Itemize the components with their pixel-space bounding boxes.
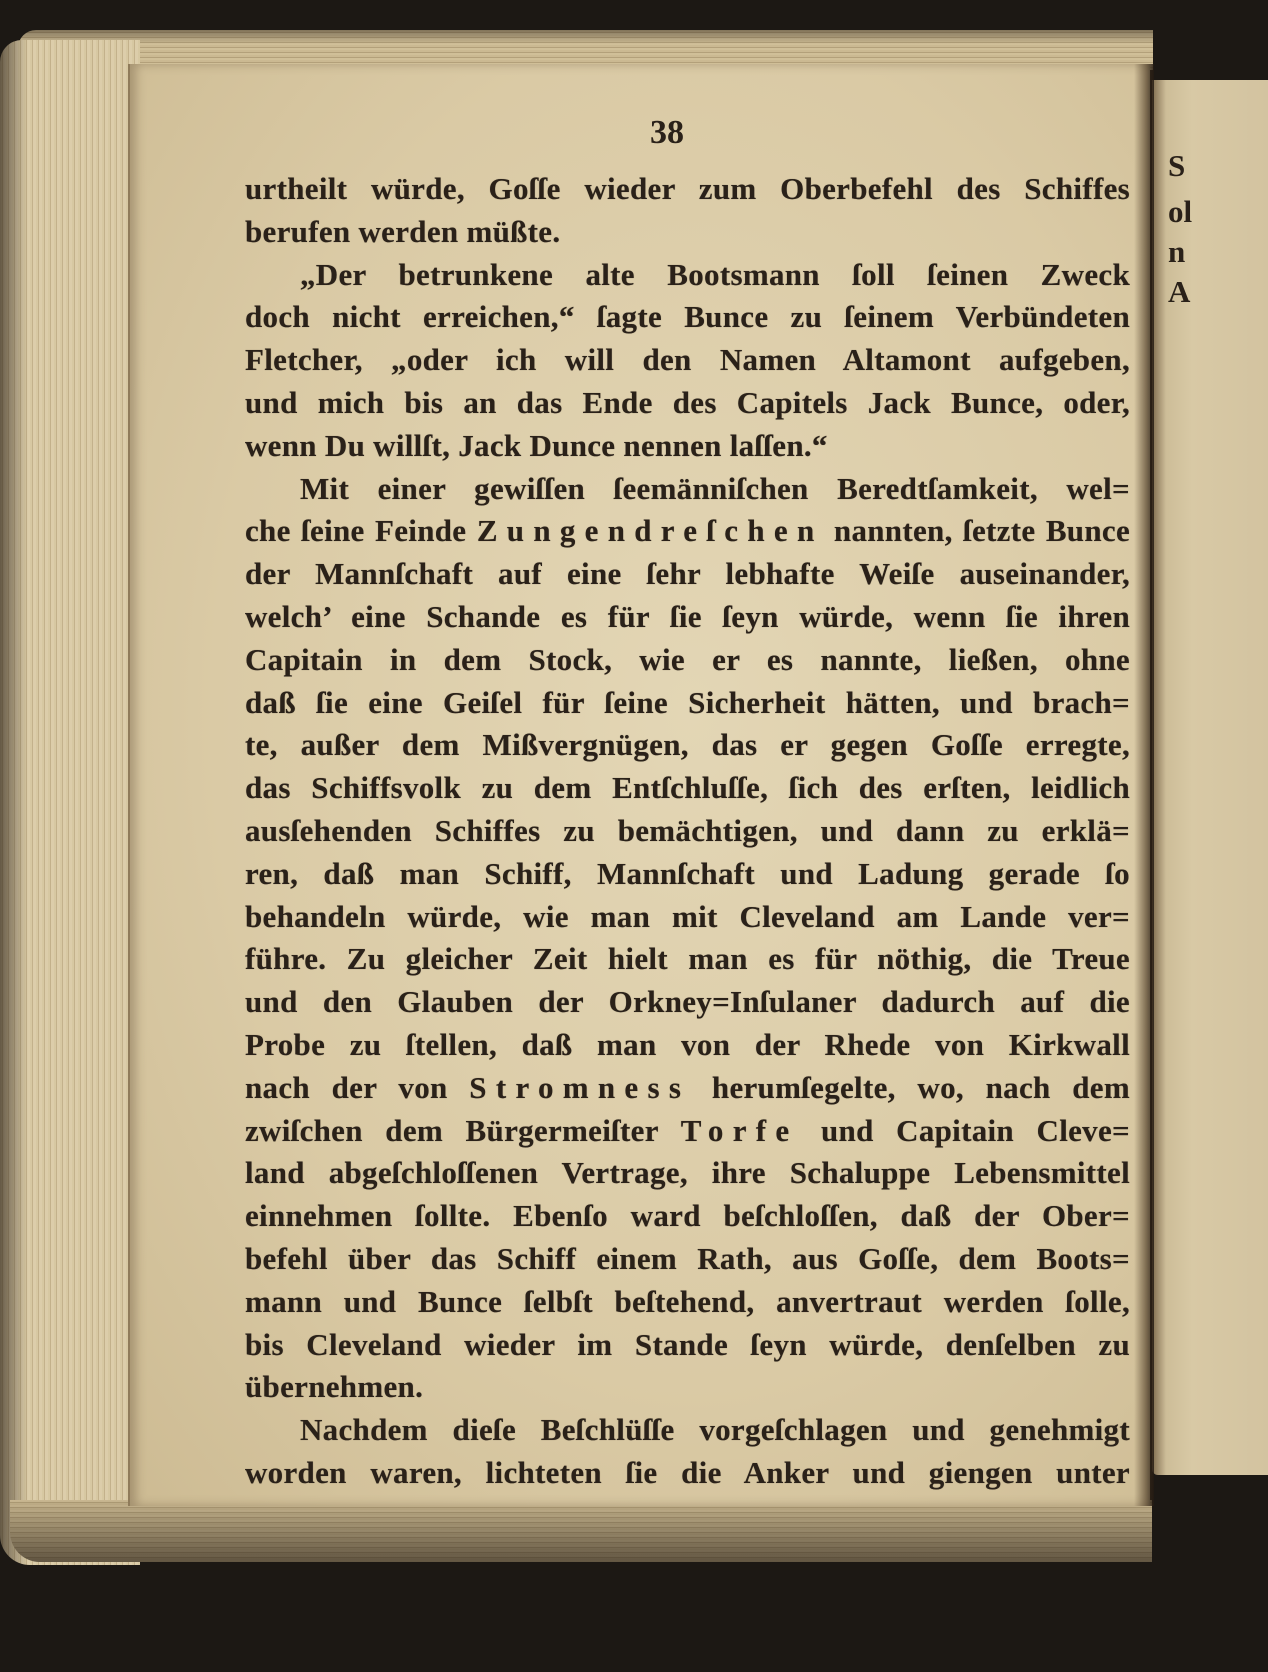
text-line: der Mannſchaft auf eine ſehr lebhafte Weiſe auseinander, xyxy=(245,556,1130,592)
text-line: berufen werden müßte. xyxy=(245,213,561,249)
paragraph xyxy=(245,468,1130,1410)
text-line: Mit einer gewiſſen ſeemänniſchen Beredtſamkeit, wel= xyxy=(300,470,1130,506)
text-line: worden waren, lichteten ſie die Anker und giengen unter xyxy=(245,1454,1130,1490)
text-segment: nach der von xyxy=(245,1069,470,1105)
text-line: te, außer dem Mißvergnügen, das er gegen Goſſe erregte, xyxy=(245,727,1130,763)
paragraph xyxy=(245,1409,1130,1495)
next-page-fragment: ol xyxy=(1168,194,1193,229)
text-line: befehl über das Schiff einem Rath, aus Goſſe, dem Boots= xyxy=(245,1240,1130,1276)
bottom-page-edges xyxy=(10,1500,1152,1562)
spaced-word: Torfe xyxy=(680,1112,799,1148)
text-line: einnehmen ſollte. Ebenſo ward beſchloſſen, daß der Ober= xyxy=(245,1198,1130,1234)
text-segment: nannten, ſetzte Bunce xyxy=(823,513,1130,549)
text-line: ausſehenden Schiffes zu bemächtigen, und dann zu erklä= xyxy=(245,812,1130,848)
next-page-fragment: A xyxy=(1168,274,1191,309)
text-segment: che ſeine Feinde xyxy=(245,513,477,549)
text-line: übernehmen. xyxy=(245,1369,424,1405)
text-line: Capitain in dem Stock, wie er es nannte, ließen, ohne xyxy=(245,641,1130,677)
text-line: ren, daß man Schiff, Mannſchaft und Ladung gerade ſo xyxy=(245,855,1130,891)
text-segment: herumſegelte, wo, nach dem xyxy=(690,1069,1130,1105)
text-line: und mich bis an das Ende des Capitels Jack Bunce, oder, xyxy=(245,384,1130,420)
text-line: Nachdem dieſe Beſchlüſſe vorgeſchlagen und genehmigt xyxy=(300,1412,1130,1448)
next-page-fragment: n xyxy=(1168,234,1186,269)
left-page-edges xyxy=(0,40,140,1565)
text-line xyxy=(245,1110,1130,1153)
text-segment: und Capitain Cleve= xyxy=(798,1112,1130,1148)
text-line: behandeln würde, wie man mit Cleveland am Lande ver= xyxy=(245,898,1130,934)
spaced-word: Stromness xyxy=(469,1069,691,1105)
text-line: führe. Zu gleicher Zeit hielt man es für nöthig, die Treue xyxy=(245,941,1130,977)
text-line: wenn Du willſt, Jack Dunce nennen laſſen.“ xyxy=(245,427,828,463)
text-line: bis Cleveland wieder im Stande ſeyn würde, denſelben zu xyxy=(245,1326,1130,1362)
text-line: daß ſie eine Geiſel für ſeine Sicherheit hätten, und brach= xyxy=(245,684,1130,720)
spaced-word: Zungendreſchen xyxy=(476,513,824,549)
text-line: welch’ eine Schande es für ſie ſeyn würde, wenn ſie ihren xyxy=(245,598,1130,634)
next-page-fragment: S xyxy=(1168,148,1186,183)
text-line: „Der betrunkene alte Bootsmann ſoll ſeinen Zweck xyxy=(300,256,1130,292)
text-line: land abgeſchloſſenen Vertrage, ihre Schaluppe Lebensmittel xyxy=(245,1155,1130,1191)
text-line: Probe zu ſtellen, daß man von der Rhede von Kirkwall xyxy=(245,1026,1130,1062)
text-line: doch nicht erreichen,“ ſagte Bunce zu ſeinem Verbündeten xyxy=(245,299,1130,335)
text-line: und den Glauben der Orkney=Inſulaner dadurch auf die xyxy=(245,984,1130,1020)
text-line: urtheilt würde, Goſſe wieder zum Oberbefehl des Schiffes xyxy=(245,171,1130,206)
text-line xyxy=(245,510,1130,553)
text-line: mann und Bunce ſelbſt beſtehend, anvertraut werden ſolle, xyxy=(245,1283,1130,1319)
paragraph xyxy=(245,254,1130,468)
body-text xyxy=(245,168,1130,1495)
text-segment: zwiſchen dem Bürgermeiſter xyxy=(245,1112,681,1148)
text-line: Fletcher, „oder ich will den Namen Altamont aufgeben, xyxy=(245,342,1130,378)
text-line xyxy=(245,1067,1130,1110)
page-number: 38 xyxy=(650,114,684,151)
paragraph xyxy=(245,168,1130,254)
page-gutter-shadow xyxy=(1134,64,1154,1506)
text-line: das Schiffsvolk zu dem Entſchluſſe, ſich des erſten, leidlich xyxy=(245,770,1130,806)
